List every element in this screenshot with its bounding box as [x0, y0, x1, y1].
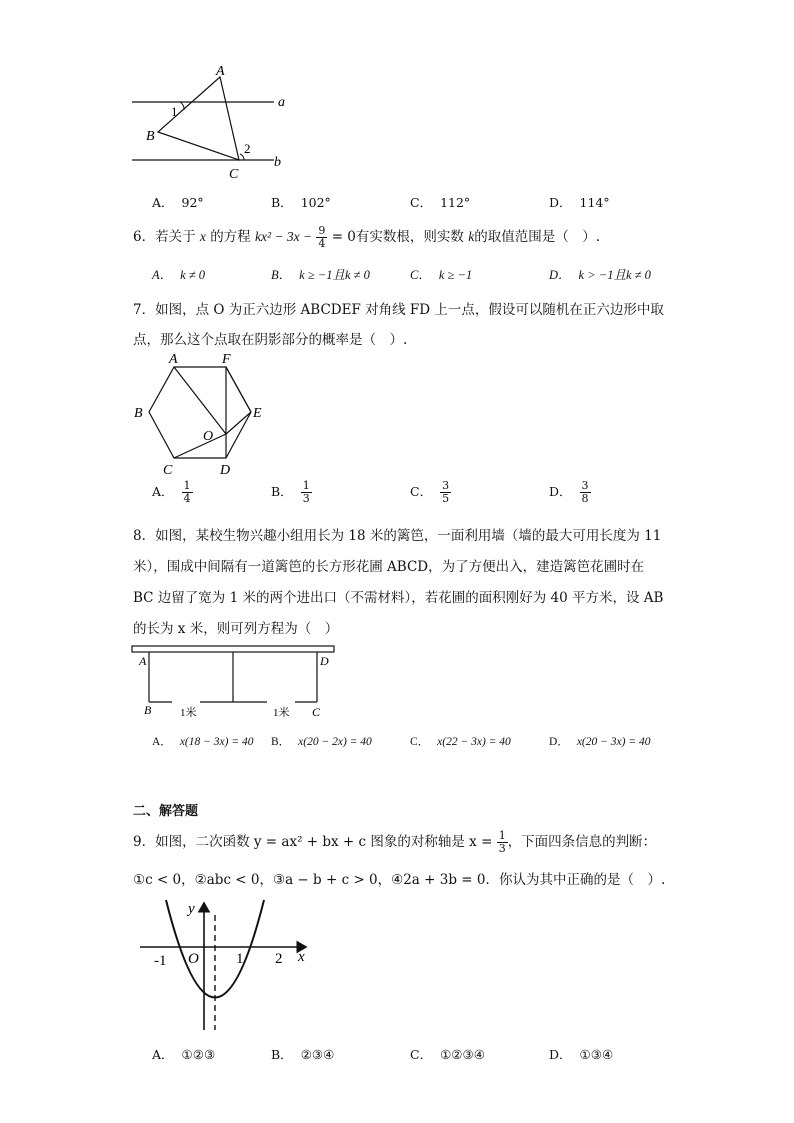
q8-line3: BC 边留了宽为 1 米的两个进出口（不需材料），若花圃的面积刚好为 40 平方米，设 AB	[133, 590, 664, 606]
label-O: O	[203, 429, 214, 444]
q5-options	[152, 193, 672, 215]
segment-fe-inner	[226, 367, 251, 412]
q7-line2: 点，那么这个点取在阴影部分的概率是（ ）.	[133, 332, 408, 348]
q7-option-d[interactable]: D． $\frac{3}{8}$	[549, 479, 589, 505]
q9-line2: ①c < 0，②abc < 0，③a − b + c > 0，④2a + 3b = 0．你认为其中正确的是（ ）.	[133, 872, 666, 888]
q9-options	[152, 1045, 672, 1067]
label-B: B	[134, 406, 143, 421]
segment-oe	[226, 412, 251, 434]
label-C: C	[312, 705, 321, 719]
q8-option-a[interactable]: A． x(18 − 3x) = 40	[152, 736, 254, 748]
q9-option-a[interactable]: A． ①②③	[152, 1047, 216, 1062]
label-2: 2	[275, 951, 283, 967]
label-E: E	[253, 406, 262, 421]
label-angle-1: 1	[171, 104, 178, 119]
q7-option-b[interactable]: B． $\frac{1}{3}$	[271, 479, 310, 505]
label-O: O	[188, 951, 199, 967]
q8-option-c[interactable]: C． x(22 − 3x) = 40	[410, 736, 511, 748]
label-b: b	[274, 155, 281, 170]
label-angle-2: 2	[244, 141, 251, 156]
label-A: A	[139, 654, 147, 668]
q7-option-a[interactable]: A． $\frac{1}{4}$	[152, 479, 191, 505]
hexagon	[149, 367, 251, 458]
q6-option-a[interactable]: A． k ≠ 0	[152, 268, 206, 282]
q5-option-b[interactable]: B． 102°	[271, 195, 331, 210]
q8-garden-figure	[130, 642, 340, 722]
label-minus-1: -1	[154, 953, 167, 969]
label-1: 1	[236, 951, 244, 967]
segment-ao	[174, 367, 226, 434]
label-C: C	[229, 167, 239, 182]
wall	[132, 646, 334, 652]
label-a: a	[278, 95, 285, 110]
label-D: D	[320, 654, 329, 668]
gap-label-2: 1米	[273, 707, 290, 719]
label-x: x	[298, 949, 305, 965]
section-title: 二、解答题	[133, 804, 199, 819]
gap-label-1: 1米	[180, 707, 197, 719]
q5-figure	[128, 60, 298, 185]
q7-options	[152, 480, 672, 516]
label-y: y	[188, 901, 195, 917]
q8-option-b[interactable]: B． x(20 − 2x) = 40	[271, 736, 372, 748]
q5-option-d[interactable]: D． 114°	[549, 195, 610, 210]
label-C: C	[163, 463, 173, 478]
q8-options	[152, 733, 672, 755]
q7-option-c[interactable]: C． $\frac{3}{5}$	[410, 479, 450, 505]
q9-option-d[interactable]: D． ①③④	[549, 1047, 614, 1062]
q5-option-c[interactable]: C． 112°	[410, 195, 471, 210]
label-A: A	[216, 64, 225, 79]
segment-co	[174, 434, 226, 458]
q9-option-c[interactable]: C． ①②③④	[410, 1047, 485, 1062]
q9-option-b[interactable]: B． ②③④	[271, 1047, 335, 1062]
q7-hexagon-figure	[130, 350, 270, 480]
q6-stem: 6．若关于 x 的方程 kx² − 3x − $\frac{9}{4}$ = 0有实数根，则实数 k的取值范围是（ ）.	[133, 224, 600, 250]
q8-line1: 8．如图，某校生物兴趣小组用长为 18 米的篱笆，一面利用墙（墙的最大可用长度为 11	[133, 528, 662, 544]
q6-option-b[interactable]: B． k ≥ −1且k ≠ 0	[271, 268, 370, 282]
q8-line2: 米），围成中间隔有一道篱笆的长方形花圃 ABCD，为了方便出入，建造篱笆花圃时在	[133, 559, 645, 575]
q7-line1: 7．如图，点 O 为正六边形 ABCDEF 对角线 FD 上一点，假设可以随机在正六边形中取	[133, 302, 664, 318]
label-B: B	[144, 703, 152, 717]
label-A: A	[169, 352, 178, 367]
q9-parabola-figure	[136, 895, 321, 1035]
q6-fraction: $\frac{9}{4}$	[318, 224, 326, 250]
label-D: D	[220, 463, 231, 478]
q8-option-d[interactable]: D． x(20 − 3x) = 40	[549, 736, 651, 748]
q6-option-c[interactable]: C． k ≥ −1	[410, 268, 473, 282]
q6-option-d[interactable]: D． k > −1且k ≠ 0	[549, 268, 651, 282]
q5-option-a[interactable]: A． 92°	[152, 195, 204, 210]
q8-line4: 的长为 x 米，则可列方程为（ ）	[133, 621, 339, 637]
label-F: F	[222, 352, 231, 367]
q6-options	[152, 265, 672, 287]
q9-axis-fraction: $\frac{1}{3}$	[498, 829, 506, 855]
label-B: B	[146, 129, 155, 144]
q9-line1: 9．如图，二次函数 y = ax² + bx + c 图象的对称轴是 x = $\frac{1}{3}$ ，下面四条信息的判断：	[133, 829, 657, 855]
